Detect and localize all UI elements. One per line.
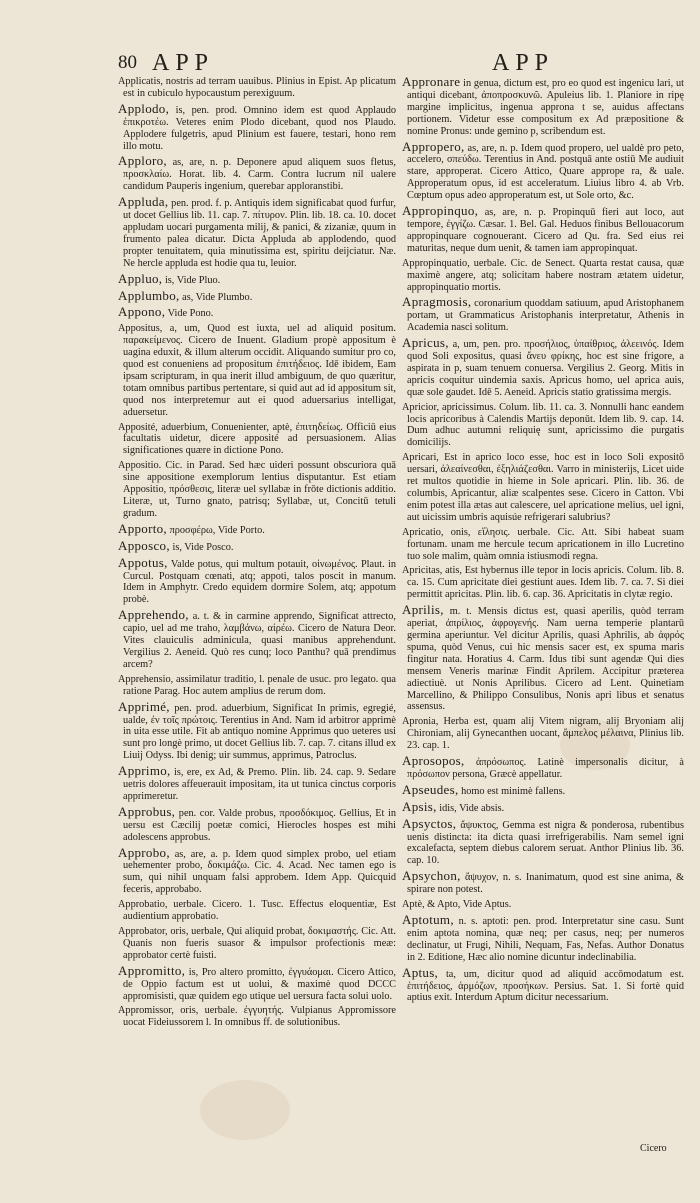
dictionary-entry bbox=[402, 402, 684, 450]
entry-headword: Applodo, bbox=[118, 100, 170, 116]
dictionary-entry bbox=[118, 100, 396, 153]
entry-text: as, are, n. p. Propinquū fieri aut loco, aut tempore, ἐγγίζω. Cæsar. 1. Bel. Gal. Heduos finibus Bellouacorum appropinquare cognouerant. Cicero ad Qu. fra. Sed eius rei maturitas, neque dum uenit, & tamen iam appropinquat. bbox=[407, 207, 684, 254]
dictionary-entry bbox=[118, 270, 396, 287]
dictionary-entry bbox=[118, 698, 396, 763]
dictionary-entry bbox=[402, 296, 684, 334]
entry-text: Approbatio, uerbale. Cicero. 1. Tusc. Effectus eloquentiæ, Est audientium approbatio. bbox=[118, 899, 396, 923]
entry-headword: Appromitto, bbox=[118, 962, 186, 978]
entry-headword: Appluda, bbox=[118, 194, 169, 210]
dictionary-entry bbox=[118, 537, 396, 554]
dictionary-entry bbox=[402, 755, 684, 781]
left-column bbox=[118, 76, 396, 1032]
entry-text: Apricitas, atis, Est hybernus ille tepor in locis apricis. Colum. lib. 8. ca. 15. Cum apricitate diei gestiunt aues. Idem lib. 7. ca. 7. Si diei permittit apricitas. Plin. lib. 6. cap. 36. Apricitatis in clytæ regio. bbox=[402, 565, 684, 601]
dictionary-entry bbox=[118, 844, 396, 897]
dictionary-entry bbox=[402, 76, 684, 138]
entry-text: n. s. aptoti: pen. prod. Interpretatur sine casu. Sunt enim aptota nomina, quæ neq; per casus, neq; per numeros declinatur, ut Frugi, Nihili, Nequam, Fas, Nefas. Author Donatus in 2. Editione, Hæc alio nomine dicuntur indeclinabilia. bbox=[407, 916, 684, 963]
dictionary-entry bbox=[402, 205, 684, 255]
dictionary-entry bbox=[402, 452, 684, 523]
dictionary-entry bbox=[118, 196, 396, 269]
dictionary-entry bbox=[118, 323, 396, 418]
entry-text: a. t. & in carmine apprendo, Significat attrecto, capio, uel ad me traho, λαμβάνω, αἱρέω. Cicero de Natura Deor. Vites clauiculis adminicula, quasi manibus apprehendunt. Vergilius 2. Aeneid. Quò res cunq; loco Panthu? quā prendimus arcem? bbox=[123, 611, 396, 670]
entry-text: as, are, n. p. Deponere apud aliquem suos fletus, προσκλαίω. Horat. lib. 4. Carm. Contra lucrum nil ualere candidum Pauperis ingenium, querebar apploranstibi. bbox=[123, 157, 396, 193]
dictionary-entry bbox=[118, 306, 396, 320]
entry-text: m. t. Mensis dictus est, quasi aperilis, quòd terram aperiat, ἀπρίλιος, ἀφρογενής. Nam uerna temperie plantarū germina aperiuntur. Vel dicitur Aprilis, quasi Aphrilis, ab ἀφρός spuma, quòd Venus, cui hic mensis sacer est, ex spuma maris fingitur nata. Horatius 4. Carm. Idus tibi sunt agendæ Qui dies mensem Veneris marinæ Findit Aprilem. Accipitur præterea adiectiuè. ut Nonis Aprilibus. Cicero ad Lent. Quinetiam Marcellino, & Philippo Consulibus, Nonis apri libus et senatus assensus. bbox=[407, 606, 684, 713]
entry-text: is, Pro altero promitto, ἐγγυάομαι. Cicero Attico, de Oppio factum est ut uolui, & maximè quod DCCC appromisisti, quæ quidem ego utique uel uersura facta solui uolo. bbox=[123, 966, 396, 1002]
dictionary-entry bbox=[118, 609, 396, 671]
dictionary-entry bbox=[118, 674, 396, 698]
entry-headword: Appluo, bbox=[118, 270, 163, 286]
entry-headword: Apseudes, bbox=[402, 781, 459, 797]
dictionary-entry bbox=[118, 962, 396, 1003]
entry-text: ἄψυκτος, Gemma est nigra & ponderosa, rubentibus uenis distincta: ita dicta quasi irrefrigerabilis. Nam semel igni excalefacta, septem diebus calorem seruat. Anthor Plinius lib. 36. cap. 10. bbox=[407, 819, 685, 867]
entry-headword: Appono, bbox=[118, 304, 166, 320]
entry-text: a, um, pen. pro. προσήλιος, ὑπαίθριος, ἀλεεινός. Idem quod Soli expositus, quasi ἄνευ φρίκης, hoc est sine frigore, a aspirata in p, suam tenuem conuersa. Vergilius 2. Georg. Mitis in apricis coquitur uindemia saxis. Apricus homo, uel aprica auis, quæ sole gaudet. Idē 5. Aeneid. Apricis statio gratissima mergis. bbox=[407, 339, 684, 398]
entry-text: Apposité, aduerbium, Conuenienter, aptè, ἐπιτηδείως. Officiū eius facultatis uidetur, dicere apposité ad persuasionem. Alias significationes quære in dictione Pono. bbox=[118, 421, 396, 457]
entry-text: Appropinquatio, uerbale. Cic. de Senect. Quarta restat causa, quæ maximè angere, atq; solicitam habere nostram ætatem uidetur, appropinquatio mortis. bbox=[402, 257, 684, 293]
entry-text: is, Vide Pluo. bbox=[164, 274, 221, 286]
entry-headword: Appropinquo, bbox=[402, 203, 479, 219]
entry-headword: Apragmosis, bbox=[402, 294, 472, 310]
entry-headword: Appronare bbox=[402, 74, 461, 89]
entry-text: pen. cor. Valde probus, προσδόκιμος. Gellius, Et in uersu est Cæcilij poetæ comici, Hierocles hospes est mihi adolescens approbus. bbox=[123, 807, 396, 843]
entry-headword: Apsychon, bbox=[402, 868, 461, 884]
entry-text: Applicatis, nostris ad terram uauibus. Plinius in Epist. Ap plicatum est in cubiculo hypocaustum perexiguum. bbox=[118, 76, 396, 99]
entry-text: Aptè, & Apto, Vide Aptus. bbox=[402, 899, 512, 911]
dictionary-entry bbox=[402, 604, 684, 713]
entry-text: Apricior, apricissimus. Colum. lib. 11. ca. 3. Nonnulli hanc eandem locis apricoribus à Calendis Martijs deponūt. Idem lib. 9. cap. 14. Dum adhuc autumni reliquię sunt, apricissimo die purgatis domicilijs. bbox=[402, 401, 684, 449]
entry-headword: Applumbo, bbox=[118, 287, 180, 303]
entry-headword: Aptotum, bbox=[402, 912, 454, 927]
entry-headword: Apricus, bbox=[402, 335, 449, 351]
dictionary-entry bbox=[402, 815, 685, 868]
catchword: Cicero bbox=[640, 1143, 667, 1154]
dictionary-entry bbox=[118, 76, 396, 100]
dictionary-entry bbox=[118, 520, 396, 537]
dictionary-entry bbox=[118, 1005, 396, 1029]
dictionary-entry bbox=[402, 565, 684, 601]
entry-text: Approbator, oris, uerbale, Qui aliquid probat, δοκιμαστής. Cic. Att. Quanis non fueris suasor & impulsor profectionis meæ: approbator certè fuisti. bbox=[118, 926, 396, 961]
entry-text: is, pen. prod. Omnino idem est quod Applaudo ἐπικροτέω. Veteres enim Plodo dicebant, quod nos Plaudo. Applodere fulgetris, apud Plinium est fauere, testari, hono rem illo motu. bbox=[123, 104, 396, 152]
entry-text: Vide Pono. bbox=[167, 308, 214, 320]
entry-text: as, Vide Plumbo. bbox=[182, 291, 253, 303]
dictionary-entry bbox=[402, 899, 684, 911]
dictionary-entry bbox=[402, 258, 684, 294]
entry-text: is, Vide Posco. bbox=[172, 541, 234, 553]
entry-text: idis, Vide absis. bbox=[439, 802, 505, 814]
dictionary-entry bbox=[402, 781, 684, 798]
entry-text: ta, um, dicitur quod ad aliquid accōmodatum est. ἐπιτήδειος, ἁρμόζων, προσήκων. Persius. Sat. 1. Si fortè quid aptius exit. Interdum Aptum dicitur necessarium. bbox=[407, 968, 684, 1004]
entry-text: in genua, dictum est, pro eo quod est ingenicu lari, ut antiqui dicebant, ἀποπροσκυνῶ. Apuleius lib. 1. Planiore in ripę margine implicitus, ingenua approna t se, auidus affectans portionem. Videtur esse compositum ex Ad præpositione & nomine Pronus: unde gemino p, scribendum est. bbox=[407, 78, 684, 137]
entry-headword: Apprimo, bbox=[118, 763, 171, 779]
dictionary-entry bbox=[118, 460, 396, 520]
entry-headword: Apposco, bbox=[118, 537, 170, 553]
running-head-left: APP bbox=[152, 50, 215, 76]
entry-text: Apricatio, onis, εἵλησις. uerbale. Cic. Att. Sibi habeat suam fortunam. unam me hercule tecum apricationem in illo Lucretino tuo sole malim, quàm omnia istiusmodi regna. bbox=[402, 526, 684, 562]
entry-headword: Aprosopos, bbox=[402, 753, 465, 769]
dictionary-entry bbox=[402, 138, 684, 203]
dictionary-entry bbox=[118, 926, 396, 962]
entry-text: Valde potus, qui multum potauit, οἰνωμένος. Plaut. in Curcul. Postquam cœnati, atq; appoti, talos poscit in manum. Idem in Amphytr. Credo equidem dormire Solem, atq; appotum probè. bbox=[123, 558, 396, 606]
entry-headword: Aptus, bbox=[402, 964, 439, 980]
entry-text: ἀπρόσωπος. Latinè impersonalis dicitur, à πρόσωπον persona, Græcè appellatur. bbox=[407, 757, 684, 780]
entry-text: pen. prod. aduerbium, Significat In primis, egregié, ualde, ἐν τοῖς πρώτοις. Terentius in And. Nam id arbitror apprimè in uita esse utile. Fit ab antiquo nomine Apprimus quo ueteres usi sunt pro longè primo, ut docet Gellius lib. 7. cap. 7. citans illud ex Liuij Odyss. Ibi denig; uir summus, apprimus, Patroclus. bbox=[123, 702, 396, 762]
entry-text: as, are, a. p. Idem quod simplex probo, uel etiam uehementer probo, δοκιμάζω. Cic. 4. Acad. Nec tamen ego is sum, qui nihil unquam falsi approbem. Idem App. Quicquid feceris, approbabo. bbox=[123, 848, 396, 896]
entry-text: pen. prod. f. p. Antiquis idem significabat quod furfur, ut docet Gellius lib. 11. cap. 7. πίτυρον. Plin. lib. 18. ca. 10. docet appludam uocari purgamenta milij, & panici, & zizaniæ, quum in frumento palea dicatur. Dicta Appluda ab applodendo, quod propter tenuitatem, quia minutissima est, spiritu deijciatur. Næ. Ne hercle appluda est hodie qua tu, leuior. bbox=[123, 198, 396, 269]
page-number: 80 bbox=[118, 52, 137, 73]
dictionary-entry bbox=[402, 870, 684, 896]
entry-headword: Aprilis, bbox=[402, 602, 444, 618]
entry-text: Apprehensio, assimilatur traditio, l. penale de usuc. pro legato. qua ratione Parag. Hoc autem amplius de rerum dom. bbox=[118, 673, 396, 697]
dictionary-entry bbox=[402, 914, 684, 964]
entry-text: Appositus, a, um, Quod est iuxta, uel ad aliquid positum. παρακείμενος. Cicero de Inuent. Gladium propè appositum è uagina eduxit, & illum alterum occidit. Aliquando sumitur pro co, quod est conueniens ad propositum ἐπιτήδειος. Idē ibidem, Eam ipsam scripturam, in qua inerit illud ambiguum, de quo quæritur, totam omnibus partibus pertentare, si quid aut ad id appositum sit, quod nos interpretemur aut ei quod aduersarius intelligat, aduersetur. bbox=[118, 323, 396, 418]
entry-text: Apricari, Est in aprico loco esse, hoc est in loco Soli expositō uersari, ἀλεαίνεσθαι, ἐξηλιάζεσθαι. Varro in ministerijs, Licet uide ret multos quotidie in hieme in Sole apricari. Plin. lib. 36. de columbis, Apricantur, aliæ scalpentes sese. Cicero in Catton. Vbi enim potest illa ætas aut calescere, uel apricatione melius, uel igni, aut uicissim umbris aquisúe refrigerari salubrius? bbox=[402, 452, 684, 523]
entry-headword: Approbo, bbox=[118, 844, 170, 860]
entry-headword: Apsyctos, bbox=[402, 815, 457, 831]
entry-text: Apronia, Herba est, quam alij Vitem nigram, alij Bryoniam alij Chironiam, alij Gynecanthen uocant, ἄμπελος μέλαινα, Plinius lib. 23. cap. 1. bbox=[402, 716, 684, 752]
entry-text: Appositio. Cic. in Parad. Sed hæc uideri possunt obscuriora quā sine appositione exemplorum lentius disputantur. Est etiam Appositio, πρόσθεσις, literæ uel syllabæ in frōte dictionis additio. Literæ, ut, Turno gnato, patrisq; Syllabæ, ut, Concitū tetuli gradum. bbox=[118, 460, 396, 519]
dictionary-entry bbox=[402, 716, 684, 752]
entry-headword: Apporto, bbox=[118, 520, 167, 536]
entry-text: Appromissor, oris, uerbale. ἐγγυητής. Vulpianus Appromissore uocat Fideiussorem l. In omnibus ff. de solutionibus. bbox=[118, 1005, 396, 1029]
dictionary-entry bbox=[118, 803, 396, 844]
dictionary-entry bbox=[118, 899, 396, 923]
entry-headword: Appotus, bbox=[118, 554, 168, 570]
dictionary-entry bbox=[118, 287, 396, 304]
right-column bbox=[402, 76, 684, 1007]
dictionary-entry bbox=[118, 422, 396, 458]
entry-headword: Appropero, bbox=[402, 138, 465, 154]
dictionary-entry bbox=[402, 337, 684, 399]
entry-text: homo est minimè fallens. bbox=[461, 785, 566, 797]
dictionary-entry bbox=[118, 554, 396, 607]
dictionary-entry bbox=[402, 964, 684, 1005]
entry-headword: Apprimé, bbox=[118, 698, 170, 714]
entry-text: ἄψυχον, n. s. Inanimatum, quod est sine anima, & spirare non potest. bbox=[407, 872, 684, 896]
entry-text: as, are, n. p. Idem quod propero, uel ualdè pro peto, accelero, σπεύδω. Terentius in And. postquā ante ostiū Me audiuit stare, approperat. Cicero Attico, Quare apprope ra, & uale. Approperatum opus, id est acceleratum. Liuius libro 4. ab Vrb. Cœptum opus adeo approperatum est, ut Sole orto, &c. bbox=[407, 142, 684, 202]
entry-headword: Apprehendo, bbox=[118, 607, 189, 623]
entry-text: is, ere, ex Ad, & Premo. Plin. lib. 24. cap. 9. Sedare uetris dolores affeuerauit impositam, ita ut tunica cinctus corporis apprimeretur. bbox=[123, 767, 397, 802]
entry-headword: Apsis, bbox=[402, 798, 437, 814]
dictionary-entry bbox=[118, 765, 396, 803]
dictionary-entry bbox=[402, 798, 684, 815]
running-head-right: APP bbox=[492, 50, 555, 76]
entry-headword: Apploro, bbox=[118, 153, 167, 169]
paper-stain bbox=[200, 1080, 290, 1140]
dictionary-entry bbox=[118, 155, 396, 193]
entry-headword: Approbus, bbox=[118, 803, 176, 819]
entry-text: προσφέρω, Vide Porto. bbox=[169, 524, 265, 536]
entry-text: coronarium quoddam satiuum, apud Aristophanem portam, ut Grammaticus Aristophanis interpretatur, Athenis in Academia nasci solitum. bbox=[407, 298, 685, 334]
dictionary-entry bbox=[402, 527, 684, 563]
